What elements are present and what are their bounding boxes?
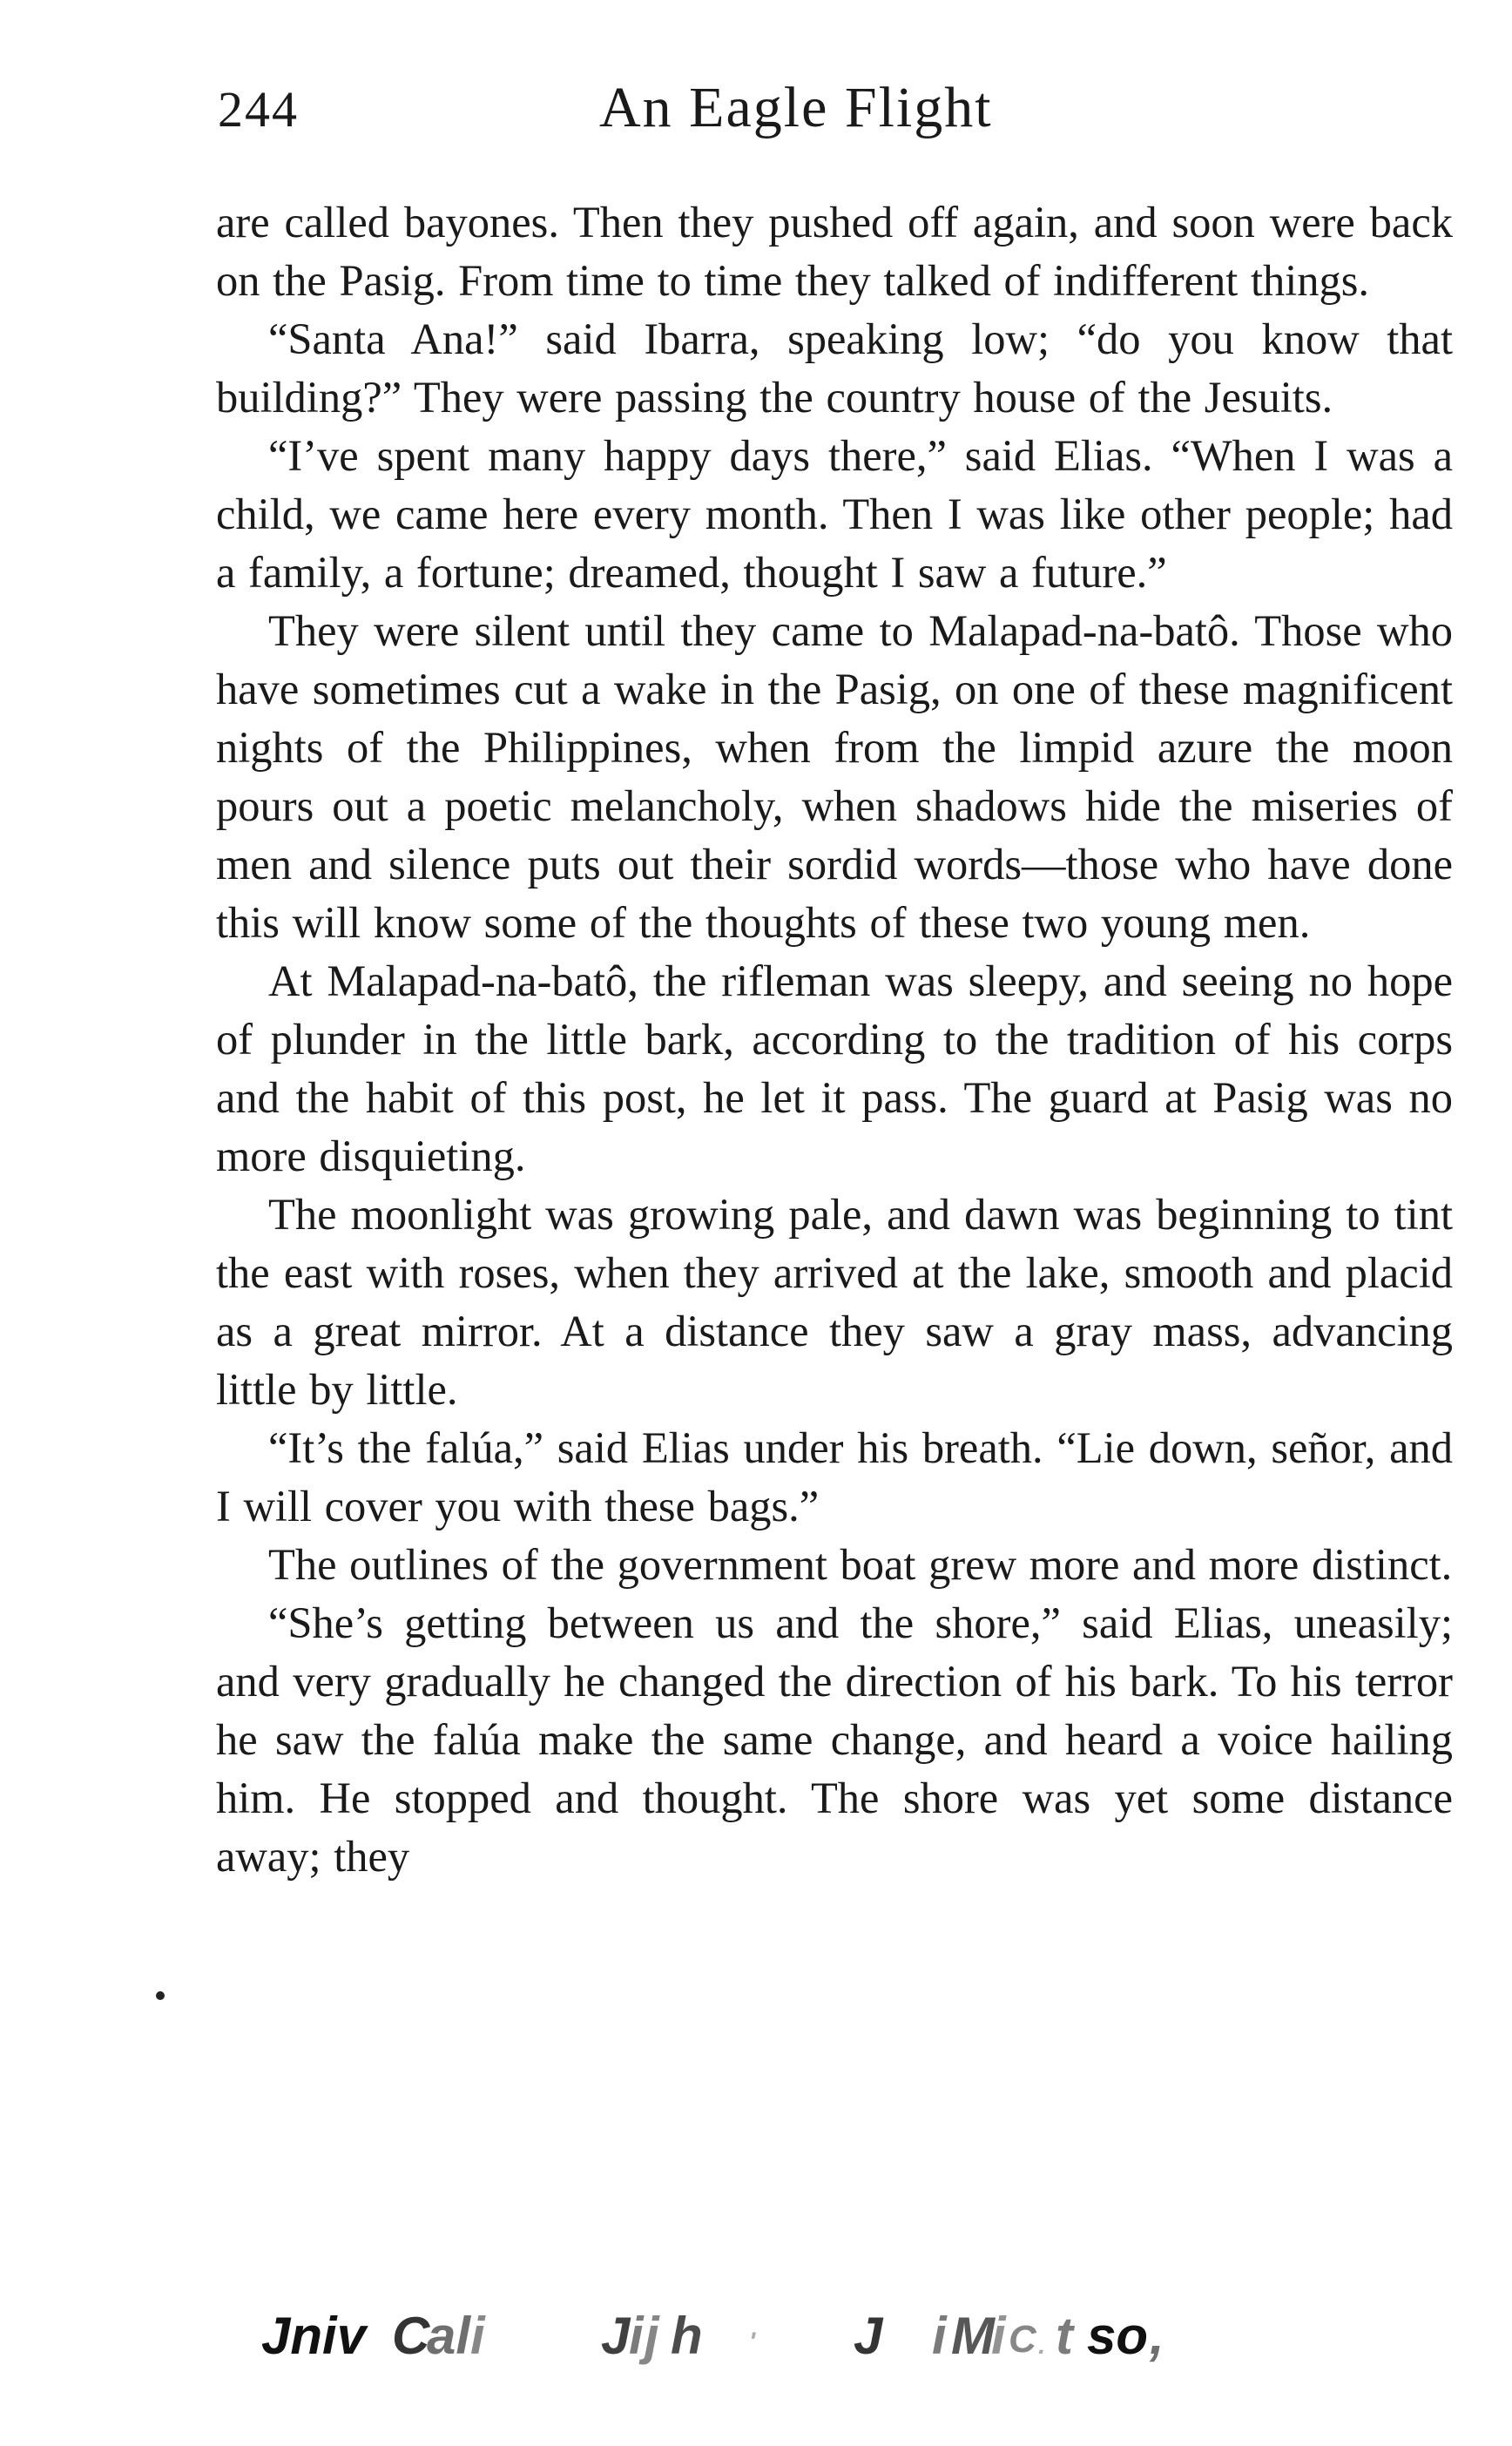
svg-text:al: al <box>427 2307 471 2365</box>
svg-text:C: C <box>392 2307 430 2365</box>
svg-text:': ' <box>749 2328 756 2356</box>
paragraph: The moonlight was growing pale, and dawn was beginning to tint the east with roses, when they arrived at the lake, smooth and placid as a great mirror. At a distance they saw a gray mass, advancing little by little. <box>216 1190 1453 1414</box>
svg-text:i: i <box>629 2307 644 2365</box>
paragraph: are called bayones. Then they pushed off again, and soon were back on the Pasig. From time to time they talked of indifferent things. <box>216 198 1453 305</box>
paragraph: “I’ve spent many happy days there,” said Elias. “When I was a child, we came here every month. Then I was like other people; had a family, a fortune; dreamed, thought I saw a future.” <box>216 431 1453 597</box>
svg-text:Jniv: Jniv <box>261 2307 367 2365</box>
svg-text:t: t <box>1056 2307 1073 2365</box>
svg-text:C: C <box>1009 2318 1036 2361</box>
paragraph: “It’s the falúa,” said Elias under his breath. “Lie down, señor, and I will cover you with these bags.” <box>216 1423 1453 1530</box>
running-title: An Eagle Flight <box>599 76 993 139</box>
svg-text:J: J <box>601 2307 631 2365</box>
paragraph: “She’s getting between us and the shore,” said Elias, uneasily; and very gradually he changed the direction of his bark. To his terror he saw the falúa make the same change, and heard a voice hailing him. He stopped and thought. The shore was yet some distance away; they <box>216 1598 1453 1881</box>
svg-text:M: M <box>951 2307 995 2365</box>
svg-text:i: i <box>932 2307 947 2365</box>
svg-text:i: i <box>470 2307 485 2365</box>
paragraph: The outlines of the government boat grew more and more distinct. <box>268 1540 1453 1589</box>
svg-text:i: i <box>991 2307 1006 2365</box>
digitization-stamp <box>261 2300 1306 2378</box>
svg-text:so: so <box>1087 2307 1149 2365</box>
page-number: 244 <box>218 81 299 138</box>
svg-text:,: , <box>1150 2307 1164 2365</box>
digitization-stamp-image <box>261 2300 1306 2378</box>
ink-speck <box>156 1991 165 2000</box>
body-text <box>216 193 1453 1886</box>
paragraph: At Malapad-na-batô, the rifleman was sleepy, and seeing no hope of plunder in the little bark, according to the tradition of his corps and the habit of this post, he let it pass. The guard at Pasig was no more disquieting. <box>216 956 1453 1180</box>
svg-text:h: h <box>671 2307 703 2365</box>
paragraph: They were silent until they came to Malapad-na-batô. Those who have sometimes cut a wake in the Pasig, on one of these magnificent nights of the Philippines, when from the limpid azure the moon pours out a poetic melancholy, when shadows hide the miseries of men and silence puts out their sordid words—those who have done this will know some of the thoughts of these two young men. <box>216 606 1453 947</box>
svg-text:J: J <box>854 2307 883 2365</box>
paragraph: “Santa Ana!” said Ibarra, speaking low; “do you know that building?” They were passing the country house of the Jesuits. <box>216 314 1453 422</box>
svg-text:.: . <box>1038 2331 1046 2360</box>
svg-text:j: j <box>645 2307 659 2365</box>
running-head <box>216 76 1453 150</box>
